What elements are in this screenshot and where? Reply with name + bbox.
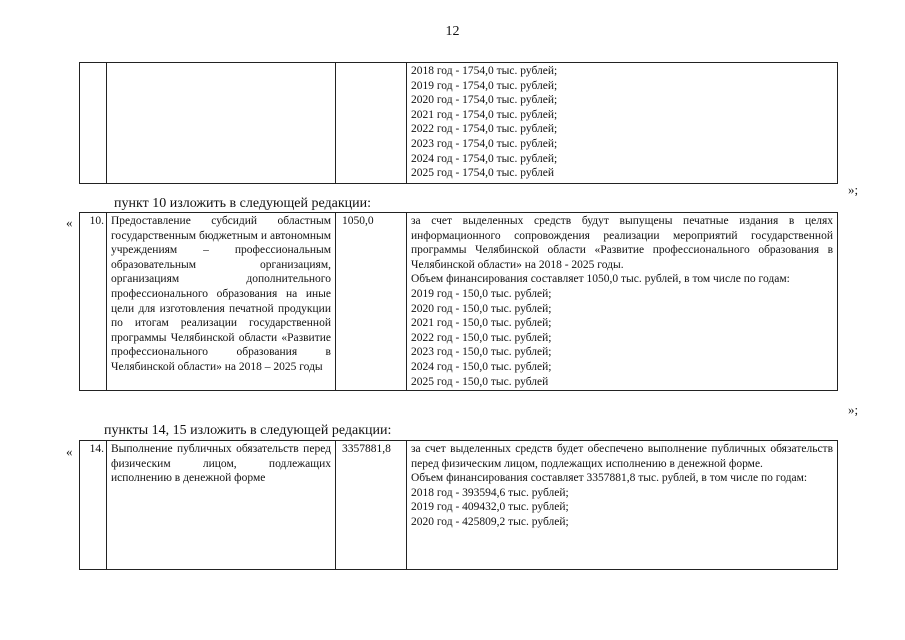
opening-quote: « [66, 444, 73, 459]
continuation-table [79, 62, 838, 184]
item-name: Предоставление субсидий областным государственным бюджетным и автономным учреждениям – профессиональным образовательным организациям, организациям дополнительного профессионального образования на иные цели для изготовления печатной продукции по итогам реализации государственной программы Челябинской области «Развитие профессионального образования в Челябинской области» на 2018 – 2025 годы [107, 213, 336, 391]
item-amount: 3357881,8 [336, 441, 407, 570]
year-line: 2024 год - 150,0 тыс. рублей; [411, 360, 552, 373]
description-intro: за счет выделенных средств будут выпущены печатные издания в целях информационного сопровождения реализации мероприятий государственной программы Челябинской области «Развитие профессионального образования в Челябинской области» на 2018 - 2025 годы. [411, 215, 833, 271]
description-cell [407, 63, 838, 184]
year-line: 2024 год - 1754,0 тыс. рублей; [411, 152, 558, 165]
table-row [80, 63, 838, 184]
year-line: 2022 год - 150,0 тыс. рублей; [411, 331, 552, 344]
year-line: 2023 год - 1754,0 тыс. рублей; [411, 137, 558, 150]
amount-cell [336, 63, 407, 184]
item-amount: 1050,0 [336, 213, 407, 391]
description-total: Объем финансирования составляет 1050,0 тыс. рублей, в том числе по годам: [411, 273, 790, 286]
year-line: 2018 год - 1754,0 тыс. рублей; [411, 65, 558, 77]
year-line: 2018 год - 393594,6 тыс. рублей; [411, 486, 569, 499]
amendment-instruction: пункты 14, 15 изложить в следующей редакции: [104, 423, 392, 438]
closing-quote: »; [848, 182, 859, 197]
year-line: 2025 год - 1754,0 тыс. рублей [411, 167, 555, 180]
item-10-table [79, 212, 838, 391]
year-line: 2025 год - 150,0 тыс. рублей [411, 375, 549, 388]
year-line: 2023 год - 150,0 тыс. рублей; [411, 346, 552, 359]
description-total: Объем финансирования составляет 3357881,8 тыс. рублей, в том числе по годам: [411, 472, 808, 485]
item-description [407, 441, 838, 570]
amendment-instruction: пункт 10 изложить в следующей редакции: [114, 196, 371, 211]
item-name: Выполнение публичных обязательств перед физическим лицом, подлежащих исполнению в денежной форме [107, 441, 336, 570]
year-line: 2019 год - 409432,0 тыс. рублей; [411, 501, 569, 514]
number-cell [80, 63, 107, 184]
table-row [80, 213, 838, 391]
item-number: 10. [80, 213, 107, 391]
table-row [80, 441, 838, 570]
year-line: 2021 год - 1754,0 тыс. рублей; [411, 108, 558, 121]
year-line: 2021 год - 150,0 тыс. рублей; [411, 317, 552, 330]
year-line: 2019 год - 1754,0 тыс. рублей; [411, 79, 558, 92]
item-14-table [79, 440, 838, 570]
closing-quote: »; [848, 402, 859, 417]
page-number: 12 [445, 24, 460, 39]
name-cell [107, 63, 336, 184]
year-line: 2020 год - 425809,2 тыс. рублей; [411, 515, 569, 528]
item-description [407, 213, 838, 391]
item-number: 14. [80, 441, 107, 570]
opening-quote: « [66, 215, 73, 230]
year-line: 2020 год - 1754,0 тыс. рублей; [411, 94, 558, 107]
description-intro: за счет выделенных средств будет обеспечено выполнение публичных обязательств перед физическим лицом, подлежащих исполнению в денежной форме. [411, 443, 833, 470]
year-line: 2019 год - 150,0 тыс. рублей; [411, 287, 552, 300]
year-line: 2020 год - 150,0 тыс. рублей; [411, 302, 552, 315]
year-line: 2022 год - 1754,0 тыс. рублей; [411, 123, 558, 136]
